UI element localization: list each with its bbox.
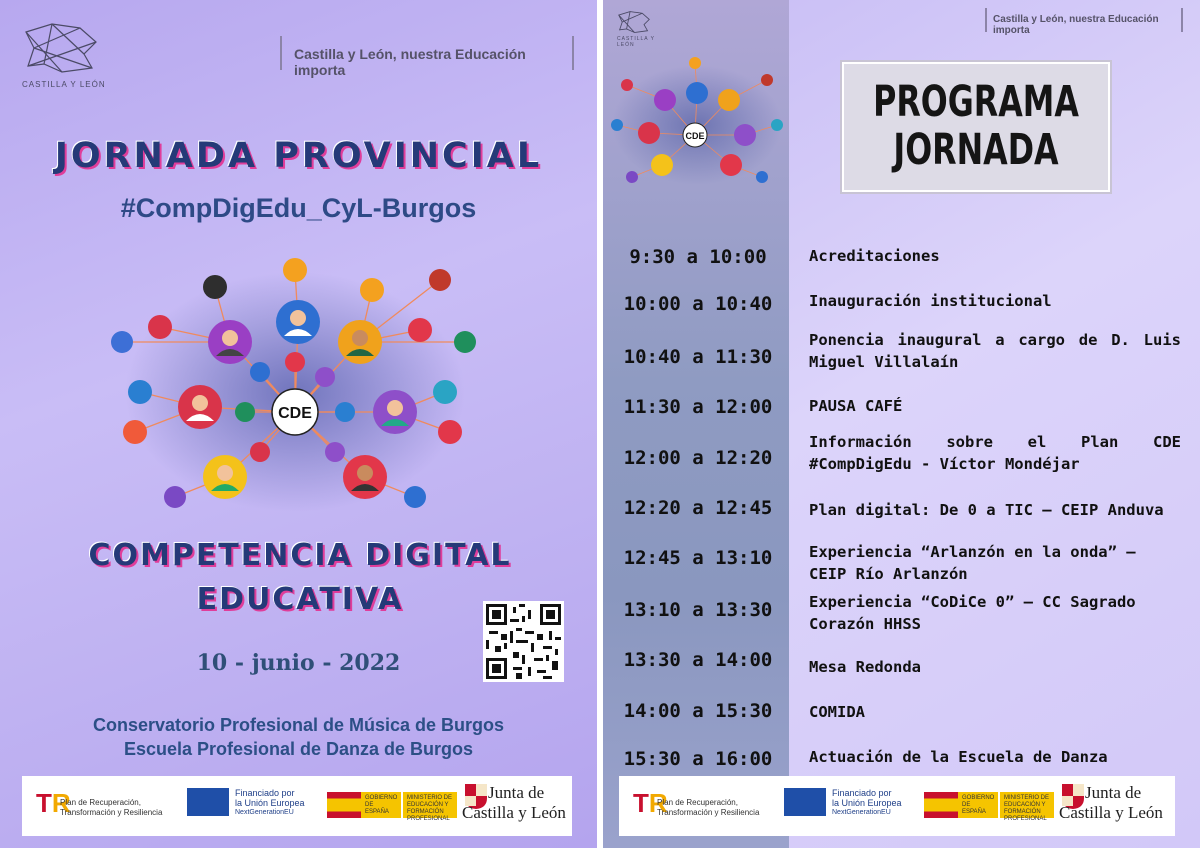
event-venue (0, 713, 597, 761)
ministry-label: MINISTERIO DE EDUCACIÓN Y FORMACIÓN PROFESIONAL (403, 792, 457, 818)
program-title-line-1: PROGRAMA (873, 77, 1079, 127)
funding-footer-right (619, 776, 1175, 836)
schedule-activity: Información sobre el Plan CDE #CompDigEdu - Víctor Mondéjar (809, 433, 1181, 473)
gov-label: GOBIERNO DE ESPAÑA (361, 792, 401, 818)
tr-logo-icon: TR (633, 788, 668, 818)
plan-line-1: Plan de Recuperación, (60, 798, 141, 807)
gov-label: GOBIERNO DE ESPAÑA (958, 792, 998, 818)
eu-line-2: la Unión Europea (235, 798, 305, 808)
schedule-time: 9:30 a 10:00 (629, 246, 767, 268)
schedule-activity: PAUSA CAFÉ (809, 397, 903, 415)
schedule-time: 13:30 a 14:00 (623, 649, 773, 671)
castilla-leon-logo-small (617, 10, 667, 48)
gobierno-espana-logo (327, 776, 457, 836)
event-hashtag: #CompDigEdu_CyL-Burgos (120, 193, 477, 223)
cde-network-illustration-small (607, 55, 787, 185)
logo-caption: CASTILLA Y LEÓN (22, 80, 106, 89)
venue-line-2: Escuela Profesional de Danza de Burgos (123, 739, 474, 759)
event-date: 10 - junio - 2022 (196, 650, 401, 676)
junta-line-1: Junta de (488, 783, 545, 802)
cde-center-label: CDE (278, 405, 312, 422)
schedule-time: 15:30 a 16:00 (623, 748, 773, 770)
eu-line-2: la Unión Europea (832, 798, 902, 808)
junta-cyl-logo (1059, 776, 1171, 836)
schedule-activity: Actuación de la Escuela de Danza (809, 748, 1108, 766)
junta-cyl-logo (462, 776, 572, 836)
castilla-leon-logo (22, 22, 112, 89)
subtitle-line-1: COMPETENCIA DIGITAL (88, 538, 512, 573)
schedule-activity: Plan digital: De 0 a TIC – CEIP Anduva (809, 501, 1164, 519)
subtitle-line-2: EDUCATIVA (196, 582, 404, 617)
right-program (603, 0, 1200, 848)
schedule-time: 11:30 a 12:00 (623, 396, 773, 418)
castilla-leon-logo-icon (22, 22, 100, 74)
cde-network-illustration (110, 252, 480, 517)
schedule-activity: Experiencia “CoDiCe 0” – CC Sagrado Corazón HHSS (809, 593, 1136, 633)
plan-recuperacion-logo (32, 776, 182, 836)
ministry-label: MINISTERIO DE EDUCACIÓN Y FORMACIÓN PROFESIONAL (1000, 792, 1054, 818)
program-title-box (842, 62, 1110, 192)
eu-line-3: NextGenerationEU (832, 809, 891, 816)
schedule-time: 14:00 a 15:30 (623, 700, 773, 722)
eu-line-1: Financiado por (235, 788, 295, 798)
funding-footer (22, 776, 572, 836)
schedule-time: 10:40 a 11:30 (623, 346, 773, 368)
junta-line-2: Castilla y León (1059, 803, 1163, 822)
schedule-time: 10:00 a 10:40 (623, 293, 773, 315)
schedule-activity: Acreditaciones (809, 247, 940, 265)
schedule-activity: Experiencia “Arlanzón en la onda” – CEIP Río Arlanzón (809, 543, 1136, 583)
schedule-activity: Ponencia inaugural a cargo de D. Luis Miguel Villalaín (809, 331, 1181, 371)
schedule-activity: COMIDA (809, 703, 865, 721)
plan-recuperacion-logo (629, 776, 779, 836)
program-title (868, 64, 1084, 174)
eu-line-1: Financiado por (832, 788, 892, 798)
tr-logo-icon: TR (36, 788, 71, 818)
event-subtitle (60, 534, 540, 622)
eu-funding-logo (784, 776, 914, 836)
spain-flag-icon (327, 792, 361, 818)
cde-center-label-small: CDE (685, 131, 705, 141)
venue-line-1: Conservatorio Profesional de Música de Burgos (92, 715, 505, 735)
gobierno-espana-logo (924, 776, 1054, 836)
program-title-line-2: JORNADA (893, 125, 1059, 175)
junta-line-2: Castilla y León (462, 803, 566, 822)
plan-line-2: Transformación y Resiliencia (60, 808, 163, 817)
junta-line-1: Junta de (1085, 783, 1142, 802)
plan-line-1: Plan de Recuperación, (657, 798, 738, 807)
left-poster (0, 0, 597, 848)
schedule-activity: Inauguración institucional (809, 292, 1052, 310)
castilla-leon-logo-icon-small (617, 10, 651, 34)
event-title: JORNADA PROVINCIAL (54, 136, 543, 176)
eu-funding-logo (187, 776, 317, 836)
plan-line-2: Transformación y Resiliencia (657, 808, 760, 817)
schedule-time: 13:10 a 13:30 (623, 599, 773, 621)
spain-flag-icon (924, 792, 958, 818)
logo-caption-small: CASTILLA Y LEÓN (617, 36, 655, 48)
schedule-time: 12:45 a 13:10 (623, 547, 773, 569)
schedule-activity: Mesa Redonda (809, 658, 921, 676)
tagline-right: Castilla y León, nuestra Educación importa (985, 8, 1183, 32)
schedule-time: 12:20 a 12:45 (623, 497, 773, 519)
eu-flag-icon (784, 788, 826, 816)
eu-flag-icon (187, 788, 229, 816)
schedule-time: 12:00 a 12:20 (623, 447, 773, 469)
eu-line-3: NextGenerationEU (235, 809, 294, 816)
tagline: Castilla y León, nuestra Educación importa (280, 36, 574, 70)
